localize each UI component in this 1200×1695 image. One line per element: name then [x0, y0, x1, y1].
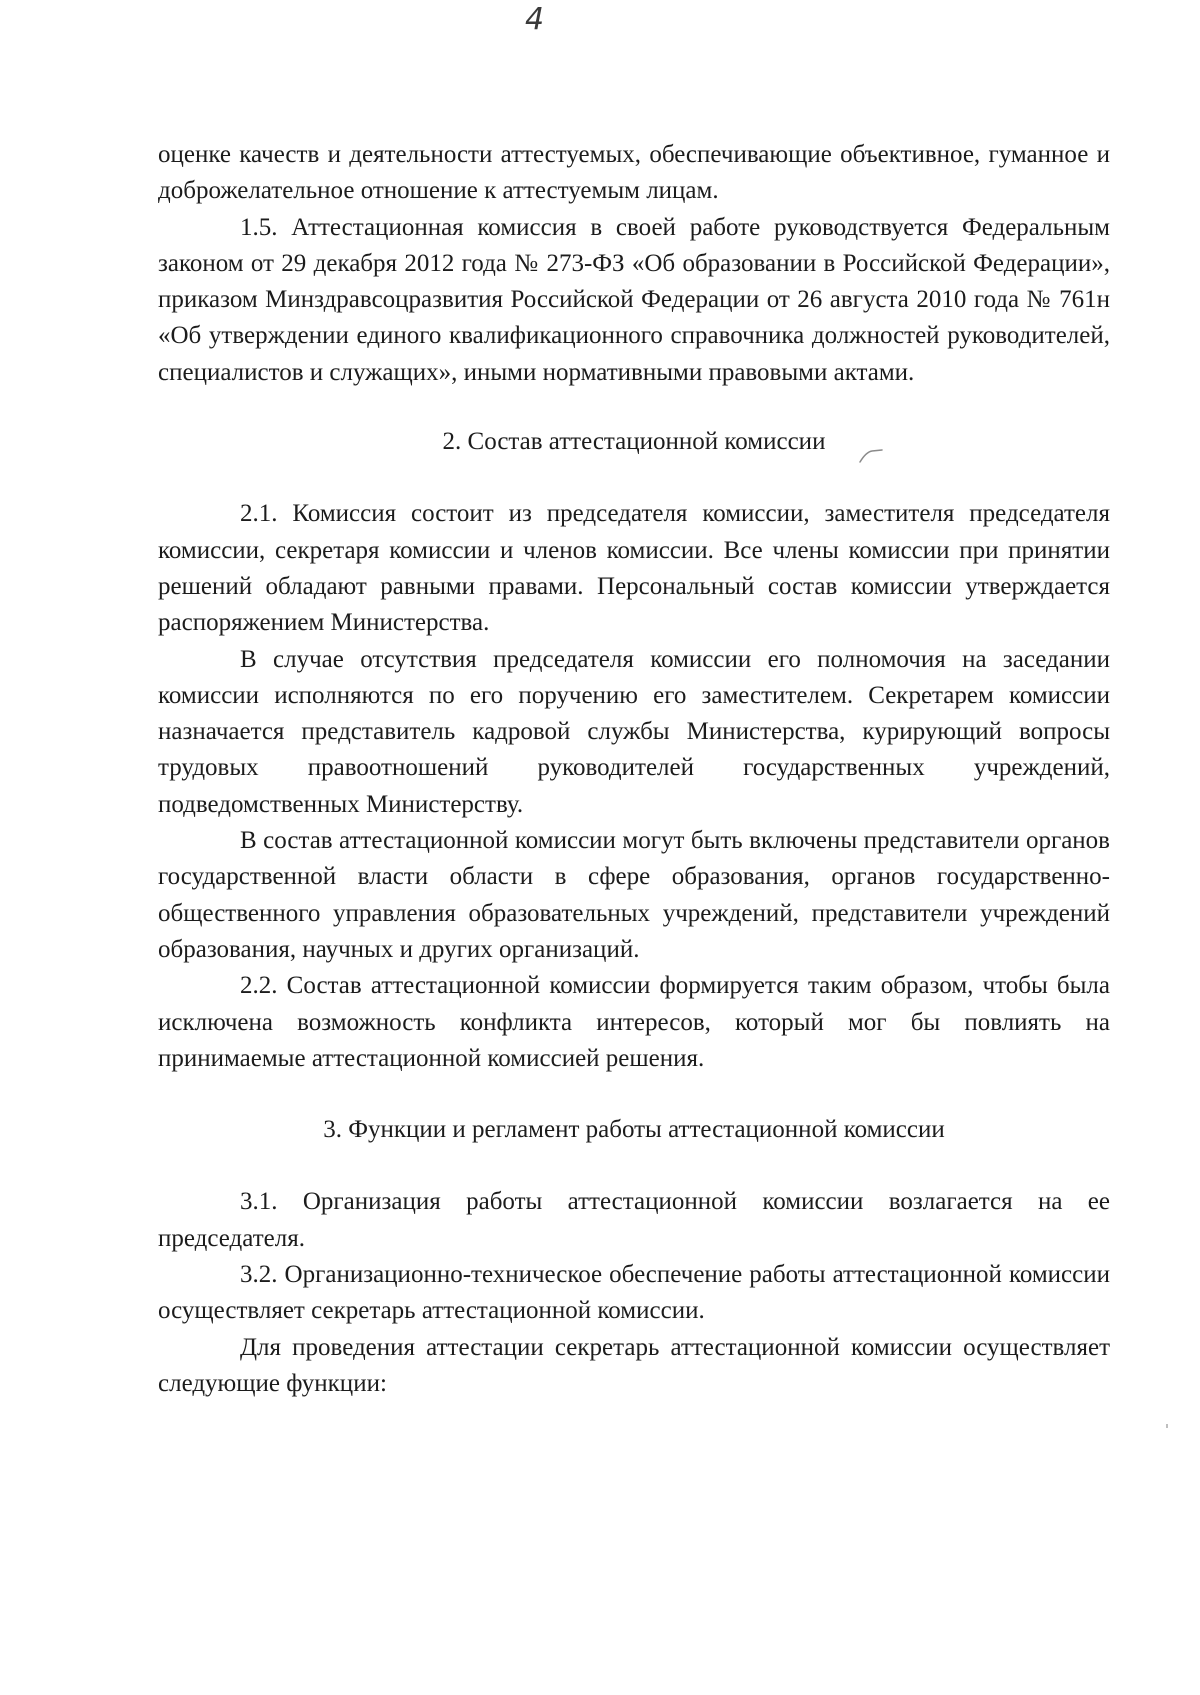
paragraph-2-1-chairman-absence: В случае отсутствия председателя комиссии его полномочия на заседании комиссии исполняются по его поручению его заместителем. Секретарем комиссии назначается представитель кадровой службы Министерства, курирующий вопросы трудовых правоотношений руководителей государственных учреждений, подведомственных Министерству.	[158, 645, 1110, 818]
page-number: 4	[525, 2, 545, 37]
section-heading-2: 2. Состав аттестационной комиссии	[442, 428, 826, 456]
scan-speck	[1166, 1424, 1168, 1428]
paragraph-2-1: 2.1. Комиссия состоит из председателя комиссии, заместителя председателя комиссии, секретаря комиссии и членов комиссии. Все члены комиссии при принятии решений обладают равными правами. Персональный состав комиссии утверждается распоряжением Министерства.	[158, 500, 1110, 637]
paragraph-1-5: 1.5. Аттестационная комиссия в своей работе руководствуется Федеральным законом от 29 декабря 2012 года № 273-ФЗ «Об образовании в Российской Федерации», приказом Минздравсоцразвития Российской Федерации от 26 августа 2010 года № 761н «Об утверждении единого квалификационного справочника должностей руководителей, специалистов и служащих», иными нормативными правовыми актами.	[158, 213, 1110, 386]
pen-stroke-mark	[858, 448, 884, 464]
paragraph-3-2: 3.2. Организационно-техническое обеспечение работы аттестационной комиссии осуществляет секретарь аттестационной комиссии.	[158, 1261, 1110, 1325]
paragraph-3-2-secretary-functions: Для проведения аттестации секретарь аттестационной комиссии осуществляет следующие функции:	[158, 1333, 1110, 1397]
document-body	[158, 137, 1110, 1402]
paragraph-3-1: 3.1. Организация работы аттестационной комиссии возлагается на ее председателя.	[158, 1188, 1110, 1252]
paragraph-2-1-members: В состав аттестационной комиссии могут быть включены представители органов государственной власти области в сфере образования, органов государственно-общественного управления образовательных учреждений, представители учреждений образования, научных и других организаций.	[158, 827, 1110, 963]
paragraph-intro: оценке качеств и деятельности аттестуемых, обеспечивающие объективное, гуманное и доброжелательное отношение к аттестуемым лицам.	[158, 141, 1110, 205]
paragraph-2-2: 2.2. Состав аттестационной комиссии формируется таким образом, чтобы была исключена возможность конфликта интересов, который мог бы повлиять на принимаемые аттестационной комиссией решения.	[158, 972, 1110, 1072]
section-heading-3: 3. Функции и регламент работы аттестационной комиссии	[323, 1116, 945, 1144]
